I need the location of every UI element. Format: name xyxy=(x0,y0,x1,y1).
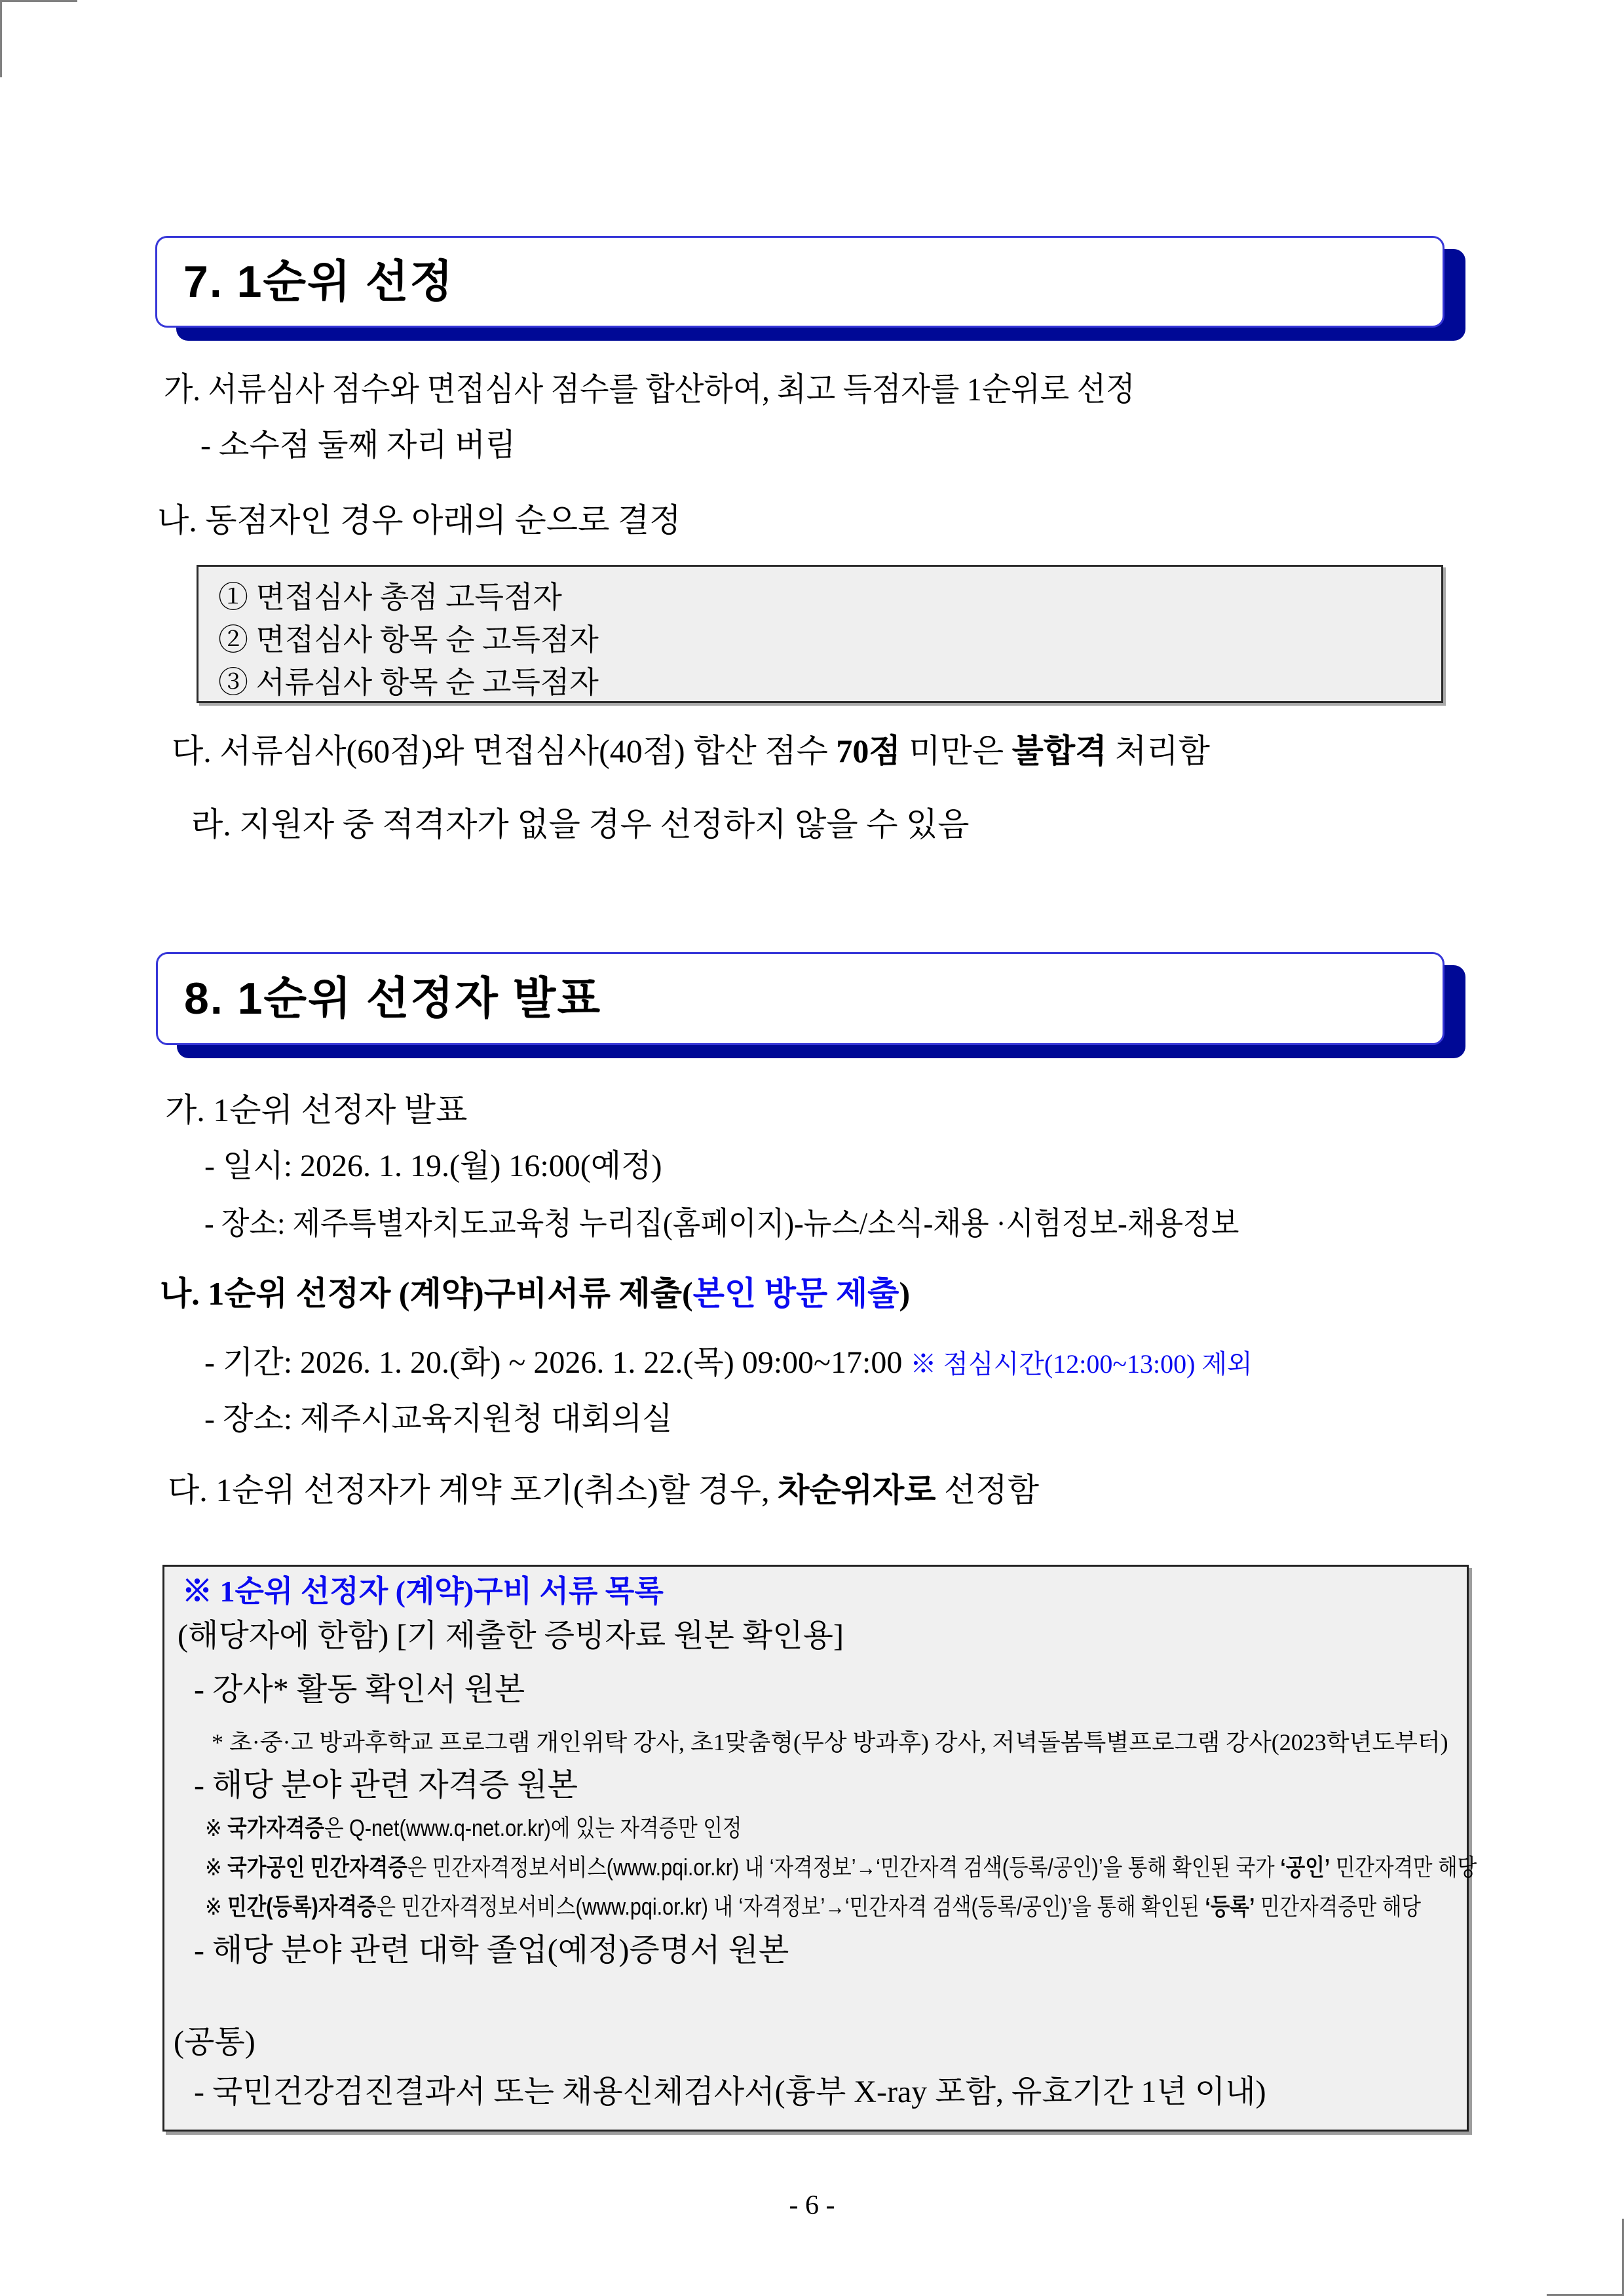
section8-announce-datetime: - 일시: 2026. 1. 19.(월) 16:00(예정) xyxy=(204,1149,662,1183)
item-da-bold-70: 70점 xyxy=(836,733,901,769)
note3-bold: 민간(등록)자격증 xyxy=(227,1893,377,1920)
instructor-footnote: * 초·중·고 방과후학교 프로그램 개인위탁 강사, 초1맞춤형(무상 방과후) 강사, 저녁돌봄특별프로그램 강사(2023학년도부터) xyxy=(212,1729,1448,1755)
section8-title: 8. 1순위 선정자 발표 xyxy=(184,974,602,1024)
note1-bold: 국가자격증 xyxy=(227,1814,324,1841)
documents-scope-note: (해당자에 한함) [기 제출한 증빙자료 원본 확인용] xyxy=(178,1618,844,1653)
note2-text2: 민간자격만 해당 xyxy=(1330,1854,1477,1881)
section7-item-ra: 라. 지원자 중 적격자가 없을 경우 선정하지 않을 수 있음 xyxy=(191,806,970,843)
item-na-post: ) xyxy=(899,1275,911,1312)
section7-header-box xyxy=(155,236,1445,328)
section8-submit-period xyxy=(204,1345,1253,1381)
document-item-license: - 해당 분야 관련 자격증 원본 xyxy=(194,1768,578,1803)
documents-box-title: ※ 1순위 선정자 (계약)구비 서류 목록 xyxy=(182,1575,664,1608)
item-na-visit-note: 본인 방문 제출 xyxy=(692,1275,899,1312)
tiebreak-rule-2: ② 면접심사 항목 순 고득점자 xyxy=(218,623,599,657)
license-note-registered-private xyxy=(205,1893,1421,1920)
section8-item-ga: 가. 1순위 선정자 발표 xyxy=(165,1092,468,1128)
note1-mark: ※ xyxy=(205,1814,228,1841)
section7-title: 7. 1순위 선정 xyxy=(183,257,455,307)
item-da-mid: 미만은 xyxy=(900,733,1012,769)
submit-period-text: - 기간: 2026. 1. 20.(화) ~ 2026. 1. 22.(목) 09:00~17:00 xyxy=(204,1345,911,1380)
tiebreak-rules-box xyxy=(197,565,1443,703)
tiebreak-rule-1: ① 면접심사 총점 고득점자 xyxy=(218,581,562,614)
tiebreak-rule-3: ③ 서류심사 항목 순 고득점자 xyxy=(218,666,599,699)
document-item-diploma: - 해당 분야 관련 대학 졸업(예정)증명서 원본 xyxy=(194,1933,789,1968)
license-note-accredited-private xyxy=(205,1854,1477,1881)
corner-mark-top-left-vertical xyxy=(0,0,2,77)
section7-item-ga: 가. 서류심사 점수와 면접심사 점수를 합산하여, 최고 득점자를 1순위로 선정 xyxy=(164,371,1135,408)
license-note-national xyxy=(205,1814,742,1841)
item-da-post: 처리함 xyxy=(1106,733,1210,769)
note2-bold: 국가공인 민간자격증 xyxy=(227,1854,407,1881)
note2-text: 은 민간자격정보서비스(www.pqi.or.kr) 내 ‘자격정보’→‘민간자격 검색(등록/공인)’을 통해 확인된 국가 xyxy=(407,1854,1281,1881)
item-da8-pre: 다. 1순위 선정자가 계약 포기(취소)할 경우, xyxy=(168,1472,778,1508)
section8-item-na xyxy=(160,1275,910,1313)
section8-submit-place: - 장소: 제주시교육지원청 대회의실 xyxy=(204,1402,673,1436)
note1-text: 은 Q-net(www.q-net.or.kr)에 있는 자격증만 인정 xyxy=(324,1814,742,1841)
item-da-text: 다. 서류심사(60점)와 면접심사(40점) 합산 점수 xyxy=(172,733,837,769)
note3-text: 은 민간자격정보서비스(www.pqi.or.kr) 내 ‘자격정보’→‘민간자격 검색(등록/공인)’을 통해 확인된 xyxy=(376,1893,1205,1920)
note3-text2: 민간자격증만 해당 xyxy=(1255,1893,1421,1920)
note3-bold2: ‘등록’ xyxy=(1205,1893,1255,1920)
section7-item-na: 나. 동점자인 경우 아래의 순으로 결정 xyxy=(157,502,681,539)
document-item-health: - 국민건강검진결과서 또는 채용신체검사서(흉부 X-ray 포함, 유효기간 1년 이내) xyxy=(194,2075,1266,2109)
section8-item-da xyxy=(168,1472,1039,1510)
note2-bold2: ‘공인’ xyxy=(1280,1854,1331,1881)
item-da8-post: 선정함 xyxy=(935,1472,1040,1508)
lunch-break-note: ※ 점심시간(12:00~13:00) 제외 xyxy=(910,1349,1253,1379)
documents-common-label: (공통) xyxy=(174,2025,255,2059)
item-da8-bold: 차순위자로 xyxy=(778,1472,936,1508)
section7-item-da xyxy=(172,733,1210,771)
section8-header-box xyxy=(156,952,1445,1045)
section8-announce-place: - 장소: 제주특별자치도교육청 누리집(홈페이지)-뉴스/소식-채용 ·시험정보-채용정보 xyxy=(204,1206,1239,1241)
document-item-instructor: - 강사* 활동 확인서 원본 xyxy=(194,1672,525,1707)
item-da-bold-fail: 불합격 xyxy=(1011,733,1107,769)
section7-item-ga-sub: - 소수점 둘째 자리 버림 xyxy=(200,428,516,463)
note3-mark: ※ xyxy=(205,1893,228,1920)
page-number: - 6 - xyxy=(789,2191,835,2221)
note2-mark: ※ xyxy=(205,1854,228,1881)
corner-mark-top-left-horizontal xyxy=(0,0,77,2)
required-documents-box xyxy=(162,1565,1477,2132)
item-na-pre: 나. 1순위 선정자 (계약)구비서류 제출( xyxy=(160,1275,693,1312)
